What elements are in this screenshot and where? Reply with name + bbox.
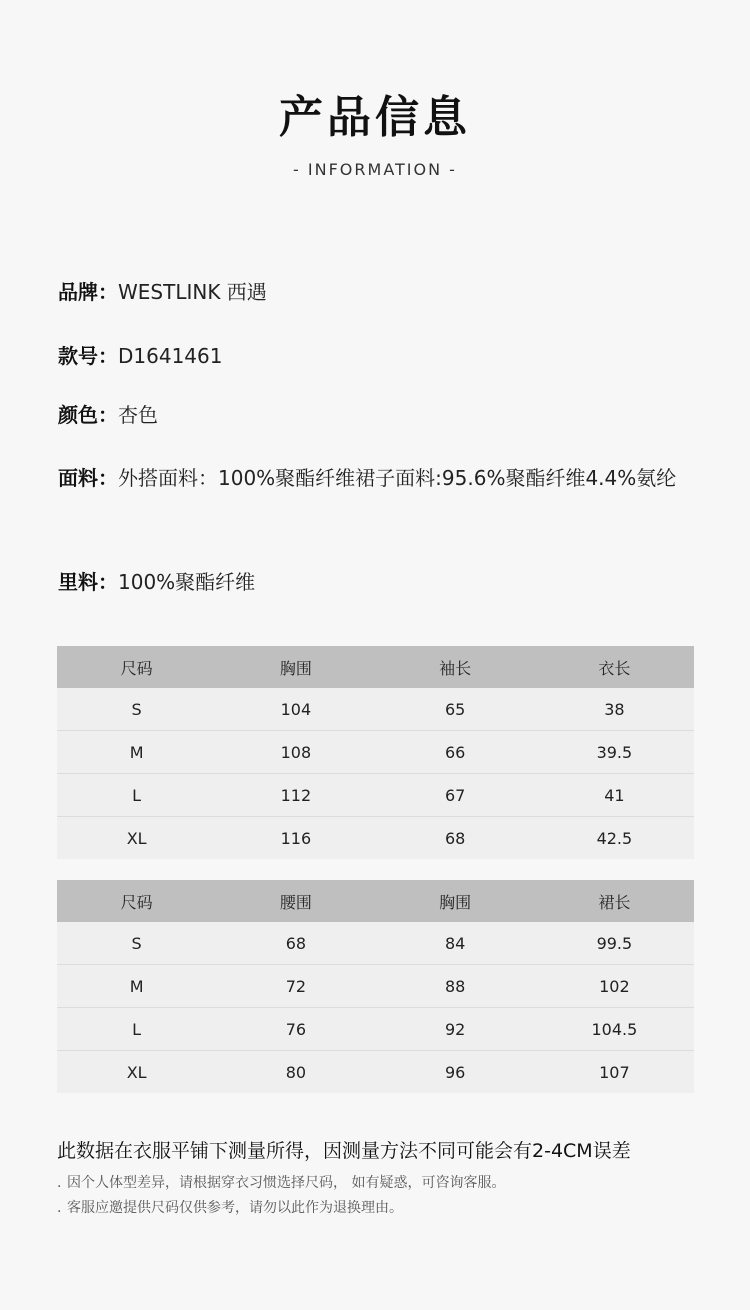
table-header-cell: 裙长 <box>535 880 694 922</box>
info-color-label: 颜色： <box>58 403 118 427</box>
table-header-cell: 尺码 <box>57 646 216 688</box>
table-row <box>57 688 694 731</box>
info-fabric <box>58 458 698 498</box>
info-style-number-label: 款号： <box>58 344 118 368</box>
table-cell: 38 <box>535 688 694 731</box>
table-cell: M <box>57 965 216 1008</box>
table-cell: 76 <box>216 1008 375 1051</box>
table-header-row <box>57 646 694 688</box>
table-cell: 104 <box>216 688 375 731</box>
table-header-cell: 胸围 <box>376 880 535 922</box>
table-cell: 68 <box>216 922 375 965</box>
info-style-number <box>58 336 698 376</box>
table-cell: XL <box>57 1051 216 1094</box>
skirt-size-table <box>57 880 694 1093</box>
table-cell: XL <box>57 817 216 860</box>
table-header-cell: 衣长 <box>535 646 694 688</box>
info-lining-label: 里料： <box>58 570 118 594</box>
table-cell: 66 <box>376 731 535 774</box>
table-cell: 112 <box>216 774 375 817</box>
table-header-cell: 尺码 <box>57 880 216 922</box>
table-cell: 116 <box>216 817 375 860</box>
info-color <box>58 395 698 435</box>
table-cell: S <box>57 922 216 965</box>
table-header-row <box>57 880 694 922</box>
page-title: 产品信息 <box>279 92 471 143</box>
table-row <box>57 965 694 1008</box>
info-brand-label: 品牌： <box>58 280 118 304</box>
table-cell: 72 <box>216 965 375 1008</box>
table-row <box>57 1008 694 1051</box>
table-cell: 88 <box>376 965 535 1008</box>
info-color-value: 杏色 <box>118 403 158 427</box>
table-row <box>57 1051 694 1094</box>
info-lining <box>58 562 698 602</box>
bullet: . <box>57 1175 62 1191</box>
note-item <box>57 1173 737 1193</box>
table-cell: 99.5 <box>535 922 694 965</box>
table-row <box>57 774 694 817</box>
page-subtitle: - INFORMATION - <box>293 160 457 179</box>
table-row <box>57 731 694 774</box>
info-fabric-value: 外搭面料：100%聚酯纤维裙子面料:95.6%聚酯纤维4.4%氨纶 <box>118 466 677 490</box>
measurement-note: 此数据在衣服平铺下测量所得，因测量方法不同可能会有2-4CM误差 <box>57 1140 631 1162</box>
top-size-table <box>57 646 694 859</box>
info-fabric-label: 面料： <box>58 466 118 490</box>
info-brand-value: WESTLINK 西遇 <box>118 280 267 304</box>
table-header-cell: 袖长 <box>376 646 535 688</box>
table-cell: 39.5 <box>535 731 694 774</box>
table-cell: 96 <box>376 1051 535 1094</box>
table-cell: 41 <box>535 774 694 817</box>
table-cell: S <box>57 688 216 731</box>
note-item-text: 客服应邀提供尺码仅供参考，请勿以此作为退换理由。 <box>67 1200 403 1216</box>
bullet: . <box>57 1200 62 1216</box>
table-header-cell: 胸围 <box>216 646 375 688</box>
table-header-cell: 腰围 <box>216 880 375 922</box>
info-brand <box>58 272 698 312</box>
table-cell: L <box>57 774 216 817</box>
table-row <box>57 817 694 860</box>
note-item-text: 因个人体型差异，请根据穿衣习惯选择尺码， 如有疑惑，可咨询客服。 <box>67 1175 506 1191</box>
table-cell: 68 <box>376 817 535 860</box>
table-cell: 92 <box>376 1008 535 1051</box>
table-cell: 42.5 <box>535 817 694 860</box>
table-row <box>57 922 694 965</box>
table-cell: L <box>57 1008 216 1051</box>
table-cell: 80 <box>216 1051 375 1094</box>
note-item <box>57 1198 737 1218</box>
info-lining-value: 100%聚酯纤维 <box>118 570 256 594</box>
info-style-number-value: D1641461 <box>118 344 223 368</box>
table-cell: 67 <box>376 774 535 817</box>
table-cell: 104.5 <box>535 1008 694 1051</box>
table-cell: 84 <box>376 922 535 965</box>
table-cell: 102 <box>535 965 694 1008</box>
table-cell: 108 <box>216 731 375 774</box>
table-cell: M <box>57 731 216 774</box>
table-cell: 107 <box>535 1051 694 1094</box>
table-cell: 65 <box>376 688 535 731</box>
